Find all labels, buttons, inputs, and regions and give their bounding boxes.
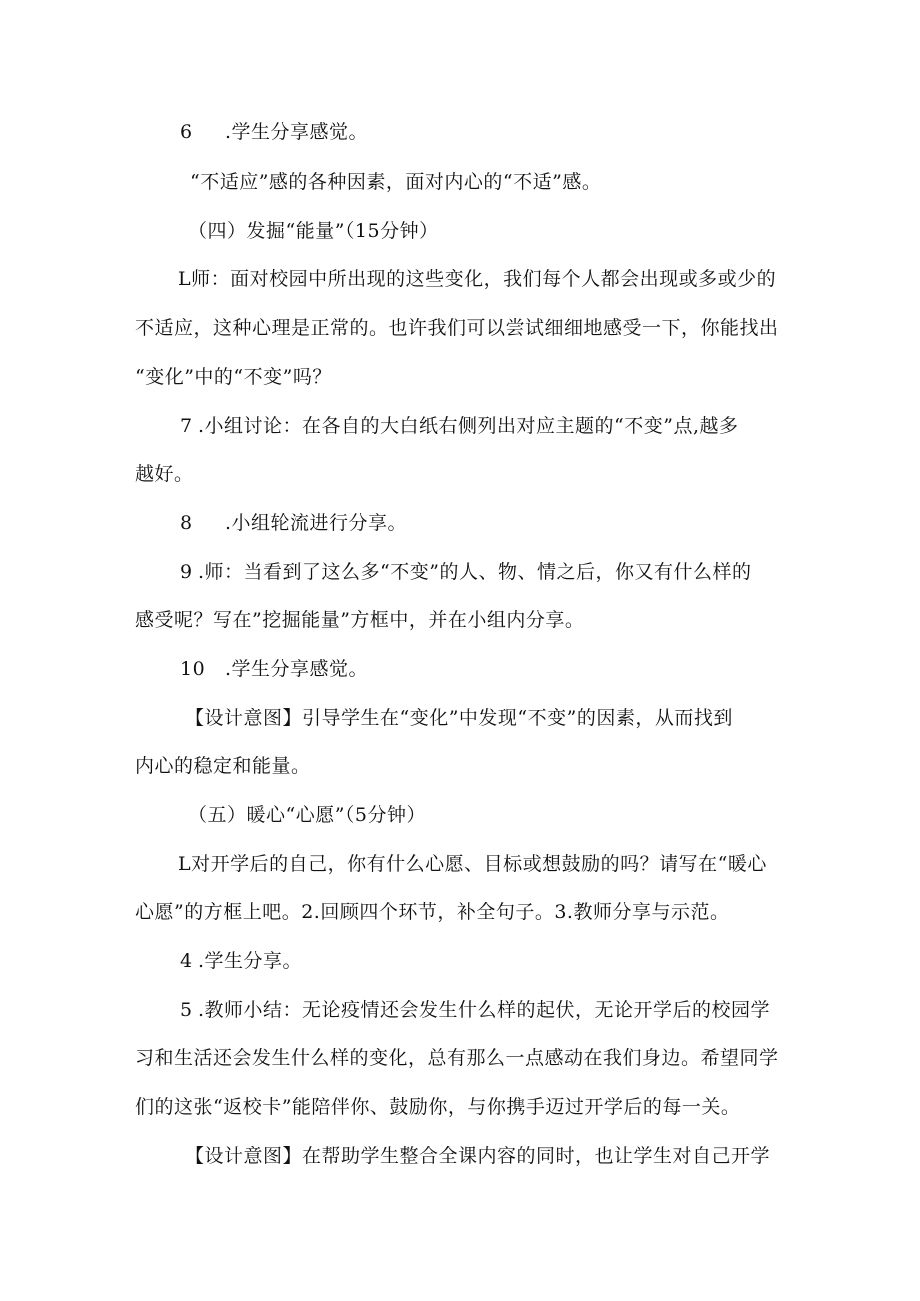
paragraph-line	[135, 365, 332, 389]
line-text: .学生分享感觉。	[225, 121, 369, 143]
design-intent-line	[185, 706, 733, 730]
paragraph-line	[135, 462, 194, 486]
line-text: （四）发掘“能量”（15分钟）	[188, 220, 439, 242]
line-text: .小组轮流进行分享。	[225, 512, 408, 534]
item-10-line	[180, 657, 368, 681]
line-text: 不适应，这种心理是正常的。也许我们可以尝试细细地感受一下，你能找出	[135, 317, 779, 339]
item-9-line	[180, 560, 751, 584]
item-number: 10	[180, 658, 206, 680]
line-text: 们的这张“返校卡”能陪伴你、鼓励你，与你携手迈过开学后的每一关。	[135, 1096, 741, 1118]
line-text: 【设计意图】在帮助学生整合全课内容的同时，也让学生对自己开学	[185, 1145, 771, 1167]
item-5-line	[180, 998, 770, 1022]
item-number: 8	[180, 512, 193, 534]
item-number: 7	[180, 415, 193, 437]
line-text: .学生分享感觉。	[225, 658, 369, 680]
line-text: 感受呢？写在”挖掘能量”方框中，并在小组内分享。	[135, 609, 585, 631]
item-number: 4	[180, 950, 193, 972]
line-text: 习和生活还会发生什么样的变化，总有那么一点感动在我们身边。希望同学	[135, 1047, 779, 1069]
item-6-line	[180, 120, 368, 144]
item-number: 5	[180, 999, 193, 1021]
paragraph-line	[178, 267, 776, 291]
item-7-line	[180, 414, 739, 438]
line-text: 心愿”的方框上吧。2.回顾四个环节，补全句子。3.教师分享与示范。	[135, 901, 730, 923]
line-text: .学生分享。	[198, 950, 303, 972]
paragraph-line	[135, 1095, 740, 1119]
design-intent-line	[185, 1144, 770, 1168]
paragraph-line	[135, 316, 779, 340]
item-4-line	[180, 949, 302, 973]
line-text: L师：面对校园中所出现的这些变化，我们每个人都会出现或多或少的	[178, 268, 777, 290]
paragraph-line	[135, 754, 311, 778]
paragraph-line	[135, 900, 729, 924]
section-heading-4	[188, 219, 439, 243]
line-text: .教师小结：无论疫情还会发生什么样的起伏，无论开学后的校园学	[198, 999, 771, 1021]
item-number: 6	[180, 121, 193, 143]
paragraph-line	[135, 608, 584, 632]
line-text: 越好。	[135, 463, 194, 485]
item-8-line	[180, 511, 407, 535]
text-line	[190, 170, 601, 194]
line-text: “变化”中的“不变”吗？	[135, 366, 332, 388]
line-text: 内心的稳定和能量。	[135, 755, 311, 777]
line-text: “不适应”感的各种因素，面对内心的“不适”感。	[190, 171, 602, 193]
line-text: （五）暖心“心愿”（5分钟）	[188, 804, 427, 826]
line-text: 【设计意图】引导学生在“变化”中发现“不变”的因素，从而找到	[185, 707, 733, 729]
item-number: 9	[180, 561, 193, 583]
line-text: .小组讨论：在各自的大白纸右侧列出对应主题的“不变”点,越多	[198, 415, 739, 437]
section-heading-5	[188, 803, 426, 827]
paragraph-line	[135, 1046, 779, 1070]
line-text: .师：当看到了这么多“不变”的人、物、情之后，你又有什么样的	[198, 561, 752, 583]
line-text: L对开学后的自己，你有什么心愿、目标或想鼓励的吗？请写在“暖心	[178, 853, 767, 875]
paragraph-line	[178, 852, 767, 876]
